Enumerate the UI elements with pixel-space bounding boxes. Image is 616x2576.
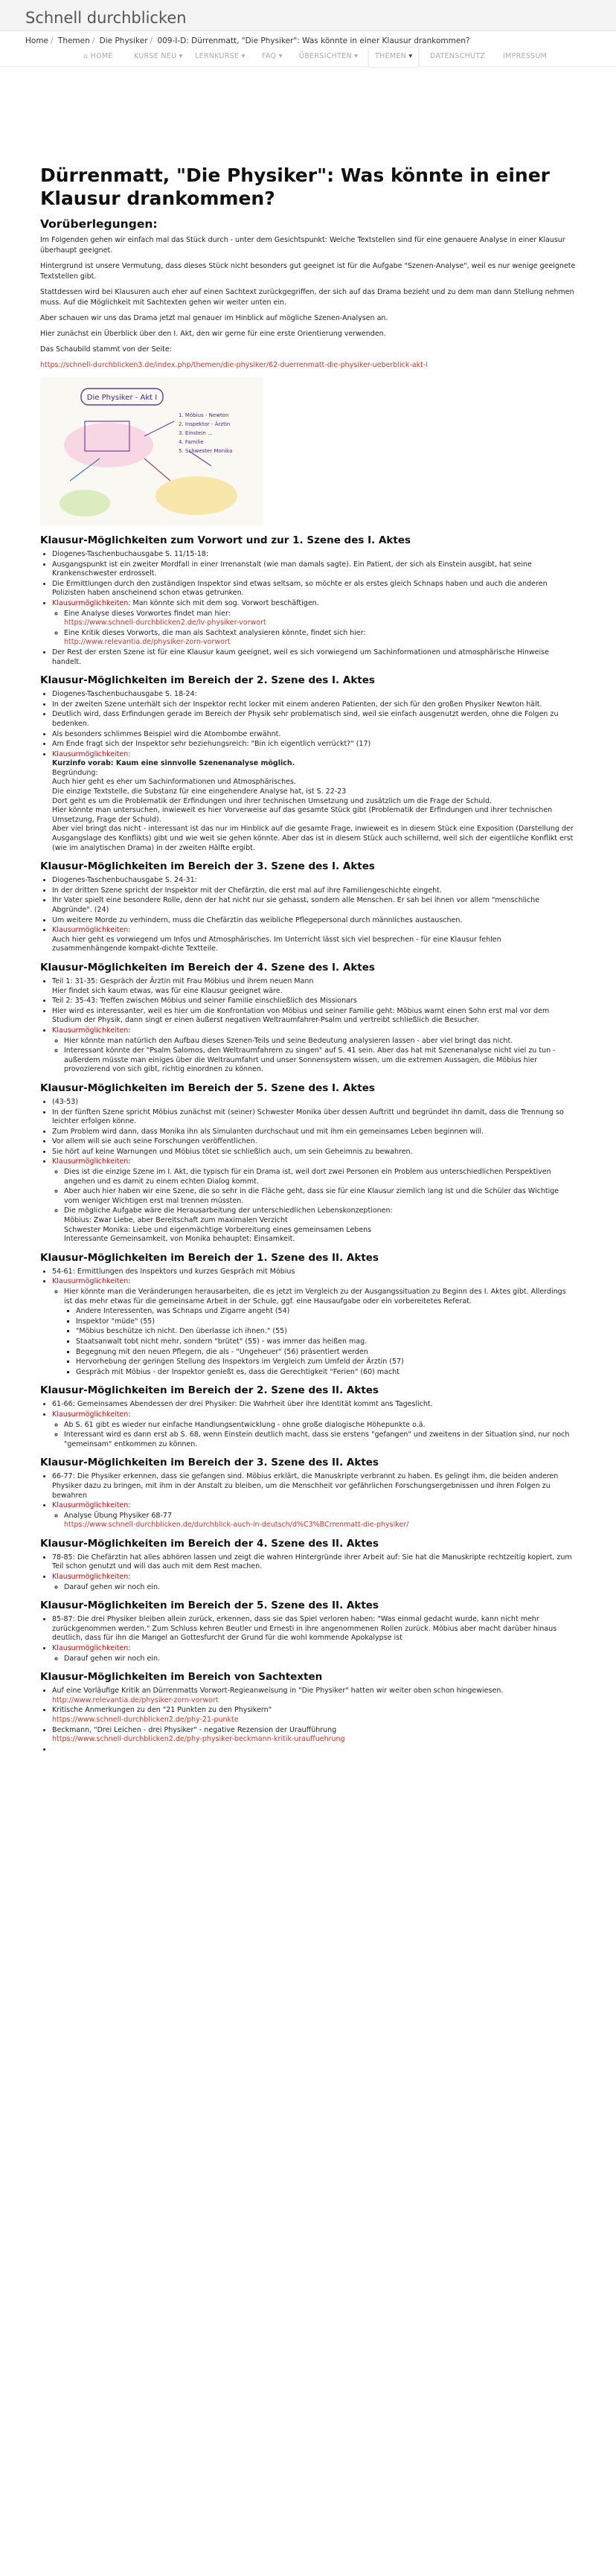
sub-item: ◦ Ab S. 61 gibt es wieder nur einfache Handlungsentwicklung - ohne große dialogische Höhepunkte o.ä. bbox=[64, 1421, 576, 1431]
section-heading: Klausur-Möglichkeiten im Bereich der 5. Szene des II. Aktes bbox=[40, 1599, 379, 1612]
intro-heading: Vorüberlegungen: bbox=[40, 217, 158, 231]
navigation-bar bbox=[0, 31, 616, 67]
nav-impressum[interactable]: IMPRESSUM bbox=[503, 52, 548, 60]
list-item: • Ihr Vater spielt eine besondere Rolle, denn der hat nicht nur sie gehasst, sondern alle Menschen. Er sah bei ihnen vor allem "menschliche Abgründe". (24) bbox=[52, 896, 576, 915]
list-item: • 66-77: Die Physiker erkennen, dass sie gefangen sind. Möbius erklärt, die Manuskripte verbrannt zu haben. Es gelingt ihm, die beiden anderen Physiker dazu zu bringen, mit ihm in der Anstalt zu bleiben, um die Menschheit vor gefährlichen Forschungsergebnissen und ihren Folgen zu bewahren bbox=[52, 1472, 576, 1500]
section-list bbox=[40, 1687, 576, 1754]
sub-item: ◦ Dies ist die einzige Szene im I. Akt, die typisch für ein Drama ist, weil dort zwei Personen ein Problem aus unterschiedlichen Perspektiven angehen und es damit zu einem echten Dialog kommt. bbox=[64, 1168, 576, 1186]
list-item: • In der dritten Szene spricht der Inspektor mit der Chefärztin, die erst mal auf ihre Familiengeschichte eingeht. bbox=[52, 886, 576, 896]
list-item: • Vor allem will sie auch seine Forschungen veröffentlichen. bbox=[52, 1137, 576, 1147]
list-item: • Diogenes-Taschenbuchausgabe S. 11/15-18: bbox=[52, 550, 576, 560]
klausur-line: Aber viel bringt das nicht - interessant ist das nur im Hinblick auf die gesamte Frage, inwieweit es in diesem Stück eine Exposition (Darstellung der Ausgangslage des Konflikts) gibt und wie weit sie gehen könnte. Aber das ist in diesem Stück auch schillernd, weil sich der eigentliche Konflikt erst (wie im analytischen Drama) in der zweiten Hälfte ergibt. bbox=[52, 825, 574, 852]
list-item bbox=[52, 1277, 576, 1377]
section-heading: Klausur-Möglichkeiten im Bereich der 2. Szene des I. Aktes bbox=[40, 674, 375, 687]
sub-list bbox=[52, 1655, 576, 1664]
external-link[interactable]: http://www.relevantia.de/physiker-zorn-vorwort bbox=[52, 1696, 219, 1704]
list-item bbox=[52, 599, 576, 648]
list-item: • Teil 2: 35-43: Treffen zwischen Möbius und seiner Familie einschließlich des Missionars bbox=[52, 997, 576, 1006]
list-item: • Zum Problem wird dann, dass Monika ihn als Simulanten durchschaut und mit ihm ein gemeinsames Leben beginnen will. bbox=[52, 1128, 576, 1137]
klausur-label: Klausurmöglichkeiten: bbox=[52, 1410, 131, 1419]
section-list bbox=[40, 1615, 576, 1663]
paragraph: Hier zunächst ein Überblick über den I. Akt, den wir gerne für eine erste Orientierung verwenden. bbox=[40, 330, 386, 338]
sub-item: ◦ Interessant könnte der "Psalm Salomos, den Weltraumfahrern zu singen" auf S. 41 sein. Aber das hat mit Szenenanalyse nicht viel zu tun - außerdem müsste man einiges über die Weltraumfahrt und unser Sonnensystem wissen, um die extremen Aussagen, die Möbius hier provozierend von sich gibt, richtig einordnen zu können. bbox=[64, 1046, 576, 1075]
sub-list bbox=[52, 1288, 576, 1377]
list-item: • Teil 1: 31-35: Gespräch der Ärztin mit Frau Möbius und ihrem neuen Mann Hier findet sich kaum etwas, was für eine Klausur geeignet wäre. bbox=[52, 977, 576, 996]
sub-item: ▪ Andere Interessenten, was Schnaps und Zigarre angeht (54) bbox=[76, 1307, 576, 1317]
external-link[interactable]: http://www.relevantia.de/physiker-zorn-vorwort bbox=[64, 638, 231, 647]
list-item bbox=[52, 1573, 576, 1592]
source-link[interactable]: https://schnell-durchblicken3.de/index.php/themen/die-physiker/62-duerrenmatt-die-physiker-ueberblick-akt-i bbox=[40, 361, 428, 369]
sub-item: ▪ Hervorhebung der geringen Stellung des Inspektors im Vergleich zum Umfeld der Ärztin (57) bbox=[76, 1358, 576, 1367]
list-item: • Diogenes-Taschenbuchausgabe S. 24-31: bbox=[52, 876, 576, 886]
section-heading: Klausur-Möglichkeiten im Bereich der 4. Szene des II. Aktes bbox=[40, 1537, 379, 1550]
klausur-line: Die einzige Textstelle, die Substanz für eine eingehendere Analyse hat, ist S. 22-23 bbox=[52, 787, 347, 796]
list-item: • In der zweiten Szene unterhält sich der Inspektor recht locker mit einem anderen Patienten, der sich für den großen Physiker Newton hält. bbox=[52, 700, 576, 710]
section-list bbox=[40, 550, 576, 667]
klausur-label: Klausurmöglichkeiten: bbox=[52, 1501, 131, 1510]
nav-uebersichten[interactable]: ÜBERSICHTEN ▾ bbox=[299, 52, 359, 60]
sub-item: ▪ "Möbius beschütze ich nicht. Den überlasse ich ihnen." (55) bbox=[76, 1327, 576, 1337]
klausur-label: Klausurmöglichkeiten: bbox=[52, 750, 131, 758]
sub-list bbox=[52, 1421, 576, 1450]
sub-item: ◦ Aber auch hier haben wir eine Szene, die so sehr in die Fläche geht, dass sie für eine Klausur ziemlich lang ist und die Schüler das Wichtige vom weniger Wichtigen erst mal trennen müssten. bbox=[64, 1187, 576, 1206]
sub-sub-list bbox=[64, 1307, 576, 1377]
list-item: • (43-53) bbox=[52, 1098, 576, 1108]
list-item bbox=[52, 1157, 576, 1244]
klausur-label: Klausurmöglichkeiten: bbox=[52, 926, 131, 935]
klausur-label: Klausurmöglichkeiten: bbox=[52, 1157, 131, 1166]
article bbox=[0, 67, 616, 1789]
nav-home[interactable]: ⌂ HOME bbox=[83, 52, 113, 60]
link-description: Kritische Anmerkungen zu den "21 Punkten zu den Physikern" bbox=[52, 1706, 272, 1715]
list-item bbox=[52, 1644, 576, 1663]
external-link[interactable]: https://www.schnell-durchblicken2.de/lv-physiker-vorwort bbox=[64, 619, 266, 627]
sub-item: ▪ Inspektor "müde" (55) bbox=[76, 1317, 576, 1327]
section-list bbox=[40, 1472, 576, 1530]
link-description: Beckmann, "Drei Leichen - drei Physiker" - negative Rezension der Uraufführung bbox=[52, 1725, 337, 1734]
klausur-label: Klausurmöglichkeiten: bbox=[52, 1277, 131, 1286]
sub-list bbox=[52, 1168, 576, 1244]
list-item bbox=[52, 1745, 576, 1755]
sub-item: ◦ Die mögliche Aufgabe wäre die Herausarbeitung der unterschiedlichen Lebenskonzeptionen: Möbius: Zwar Liebe, aber Bereitschaft zum maximalen Verzicht Schwester Monika: Liebe und eigenmächtige Vorbereitung eines gemeinsamen Lebens Interessante Gemeinsamkeit, von Monika behauptet: Einsamkeit. bbox=[64, 1206, 576, 1244]
section-list bbox=[40, 690, 576, 853]
main-nav bbox=[0, 48, 616, 67]
paragraph: Stattdessen wird bei Klausuren auch eher auf einen Sachtext zurückgegriffen, der sich auf das Drama bezieht und zu dem man dann Stellung nehmen muss. Auf die Möglichkeit mit Sachtexten gehen wir weiter unten ein. bbox=[40, 288, 574, 307]
list-item bbox=[52, 1026, 576, 1075]
list-item bbox=[52, 750, 576, 854]
section-list bbox=[40, 1098, 576, 1244]
paragraph: Hintergrund ist unsere Vermutung, dass dieses Stück nicht besonders gut geeignet ist für die Aufgabe "Szenen-Analyse", weil es nur wenige geeignete Textstellen gibt. bbox=[40, 262, 576, 281]
klausur-line: Dort geht es um die Problematik der Erfindungen und ihrer technischen Umsetzung und zusätzlich um die Frage der Schuld. bbox=[52, 796, 493, 805]
klausur-line: Begründung: bbox=[52, 768, 98, 777]
sub-item: ◦ Hier könnte man die Veränderungen herausarbeiten, die es jetzt im Vergleich zu der Ausgangssituation zu Beginn des I. Aktes gibt. Allerdings ist das mehr etwas für die gemeinsame Arbeit in der Schule, ggf. eine Hausaufgabe oder ein vorbereitetes Referat. ▪ Andere Interessenten, was Schnaps und Zigarre angeht (54) ▪ Inspektor "müde" (55) ▪ "Möbius beschütze ich nicht. Den überlasse ich ihnen." (55) ▪ Staatsanwalt tobt nicht mehr, sondern "brütet" (55) - was immer das heißen mag. ▪ Begegnung mit den neuen Pflegern, die als - "Ungeheuer" (56) präsentiert werden ▪ Hervorhebung der geringen Stellung des Inspektors im Vergleich zum Umfeld der Ärztin (57) ▪ Gespräch mit Möbius - der Inspektor genießt es, dass die Gerechtigkeit "Ferien" (60) macht bbox=[64, 1288, 576, 1377]
sub-list bbox=[52, 1583, 576, 1593]
breadcrumb-themen[interactable]: Themen bbox=[57, 36, 90, 45]
sketch-note: 5. Schwester Monika bbox=[179, 448, 233, 454]
section-list bbox=[40, 1400, 576, 1449]
sub-item: ◦ Hier könnte man natürlich den Aufbau dieses Szenen-Teils und seine Bedeutung analysieren lassen - aber viel bringt das nicht. bbox=[64, 1037, 576, 1046]
paragraph: Im Folgenden gehen wir einfach mal das Stück durch - unter dem Gesichtspunkt: Welche Textstellen sind für eine genauere Analyse in einer Klausur überhaupt geeignet. bbox=[40, 236, 565, 255]
sub-item: ▪ Gespräch mit Möbius - der Inspektor genießt es, dass die Gerechtigkeit "Ferien" (60) macht bbox=[76, 1368, 576, 1378]
list-item: • 54-61: Ermittlungen des Inspektors und kurzes Gespräch mit Möbius bbox=[52, 1268, 576, 1277]
section-list bbox=[40, 977, 576, 1075]
section-heading: Klausur-Möglichkeiten zum Vorwort und zur 1. Szene des I. Aktes bbox=[40, 534, 411, 546]
breadcrumb-physiker[interactable]: Die Physiker bbox=[99, 36, 148, 45]
sketch-note: 3. Einstein ... bbox=[179, 430, 213, 436]
section-heading: Klausur-Möglichkeiten im Bereich der 2. Szene des II. Aktes bbox=[40, 1384, 379, 1397]
list-item: • Hier wird es interessanter, weil es hier um die Konfrontation von Möbius und seiner Familie geht: Möbius warnt einen Sohn erst mal vor dem Studium der Physik, dann singt er einen äußerst negativen Weltraumfahrer-Psalm und vertreibt schließlich die Besucher. bbox=[52, 1007, 576, 1026]
list-item: • 85-87: Die drei Physiker bleiben allein zurück, erkennen, dass sie das Spiel verloren haben: "Was einmal gedacht wurde, kann nicht mehr zurückgenommen werden." Zum Schluss kehren Beutler und Ernesti in ihre angenommenen Rollen zurück. Möbius aber macht darüber hinaus deutlich, dass für ihn die Mangel an Gottesfurcht der Grund für die wohl kommende Apokalypse ist bbox=[52, 1615, 576, 1643]
list-item bbox=[52, 1501, 576, 1530]
list-item: • In der fünften Szene spricht Möbius zunächst mit (seiner) Schwester Monika über dessen Auftritt und begründet ihn damit, dass die Trennung so leichter erfolgen könne. bbox=[52, 1108, 576, 1127]
section-heading: Klausur-Möglichkeiten im Bereich der 3. Szene des I. Aktes bbox=[40, 860, 375, 873]
sub-item: ◦ Eine Analyse dieses Vorwortes findet man hier: https://www.schnell-durchblicken2.de/lv-physiker-vorwort bbox=[64, 610, 576, 628]
paragraph: Aber schauen wir uns das Drama jetzt mal genauer im Hinblick auf mögliche Szenen-Analysen an. bbox=[40, 314, 388, 322]
sub-list bbox=[52, 610, 576, 648]
paragraph: Das Schaubild stammt von der Seite: bbox=[40, 345, 172, 354]
klausur-line: Auch hier geht es vorwiegend um Infos und Atmosphärisches. Im Unterricht lässt sich viel besprechen - für eine Klausur fehlen zusammenhängende kompakt-dichte Textteile. bbox=[52, 935, 501, 953]
sub-item: ◦ Analyse Übung Physiker 68-77 https://www.schnell-durchblicken.de/durchblick-auch-in-deutsch/d%C3%BCrrenmatt-die-physiker/ bbox=[64, 1512, 576, 1530]
breadcrumb-home[interactable]: Home bbox=[25, 36, 49, 45]
section-heading: Klausur-Möglichkeiten im Bereich von Sachtexten bbox=[40, 1671, 323, 1684]
breadcrumb-current: 009-I-D: Dürrenmatt, "Die Physiker": Was könnte in einer Klausur drankommen? bbox=[157, 36, 470, 45]
klausur-label: Klausurmöglichkeiten: bbox=[52, 1573, 131, 1582]
sub-list bbox=[52, 1512, 576, 1530]
list-item: • Diogenes-Taschenbuchausgabe S. 18-24: bbox=[52, 690, 576, 700]
section-heading: Klausur-Möglichkeiten im Bereich der 5. Szene des I. Aktes bbox=[40, 1081, 375, 1094]
list-item bbox=[52, 1410, 576, 1449]
sub-item: ◦ Eine Kritik dieses Vorworts, die man als Sachtext analysieren könnte, findet sich hier: http://www.relevantia.de/physiker-zorn-vorwort bbox=[64, 629, 576, 648]
external-link[interactable]: https://www.schnell-durchblicken2.de/phy-physiker-beckmann-kritik-urauffuehrung bbox=[52, 1735, 345, 1744]
sketch-note: 2. Inspektor - Ärztin bbox=[179, 421, 231, 427]
nav-lernkurse[interactable]: LERNKURSE ▾ bbox=[195, 52, 246, 60]
sub-item: ▪ Staatsanwalt tobt nicht mehr, sondern "brütet" (55) - was immer das heißen mag. bbox=[76, 1337, 576, 1347]
sketch-note: 4. Familie bbox=[179, 439, 204, 445]
section-list bbox=[40, 876, 576, 954]
site-title[interactable]: Schnell durchblicken bbox=[25, 9, 187, 27]
list-item: • Ausgangspunkt ist ein zweiter Mordfall in einer Irrenanstalt (wie man damals sagte). Ein Patient, der sich als Einstein ausgibt, hat seine Krankenschwester erdrosselt. bbox=[52, 560, 576, 579]
sub-list bbox=[52, 1037, 576, 1075]
list-item bbox=[52, 1726, 576, 1745]
external-link[interactable]: https://www.schnell-durchblicken2.de/phy-21-punkte bbox=[52, 1716, 239, 1724]
act-overview-sketch bbox=[40, 377, 263, 525]
sections-container bbox=[40, 534, 576, 1754]
sketch-title: Die Physiker - Akt I bbox=[86, 394, 158, 402]
list-item bbox=[52, 1706, 576, 1725]
nav-datenschutz[interactable]: DATENSCHUTZ bbox=[430, 52, 486, 60]
nav-faq[interactable]: FAQ ▾ bbox=[262, 52, 283, 60]
sub-item: ◦ Darauf gehen wir noch ein. bbox=[64, 1583, 576, 1593]
klausur-line: Auch hier geht es eher um Sachinformationen und Atmosphärisches. bbox=[52, 778, 297, 787]
nav-kurse[interactable]: KURSE NEU ▾ bbox=[134, 52, 183, 60]
sub-item: ◦ Interessant wird es dann erst ab S. 68, wenn Einstein deutlich macht, dass sie erstens "gefangen" und zweitens in der Situation sind, nur noch "gemeinsam" entkommen zu können. bbox=[64, 1431, 576, 1449]
list-item: • 61-66: Gemeinsames Abendessen der drei Physiker: Die Wahrheit über ihre Identität kommt ans Tageslicht. bbox=[52, 1400, 576, 1410]
klausur-label: Klausurmöglichkeiten: bbox=[52, 1026, 131, 1035]
list-item: • 78-85: Die Chefärztin hat alles abhören lassen und zeigt die wahren Hintergründe ihrer Arbeit auf: Sie hat die Manuskripte rechtzeitig kopiert, zum Teil schon genutzt und will das auch mit dem Rest machen. bbox=[52, 1553, 576, 1572]
list-item: • Um weitere Morde zu verhindern, muss die Chefärztin das weibliche Pflegepersonal durch männliches austauschen. bbox=[52, 916, 576, 926]
link-description: Auf eine Vorläufige Kritik an Dürrenmatts Vorwort-Regieanweisung in "Die Physiker" hatten wir weiter oben schon hingewiesen. bbox=[52, 1687, 504, 1696]
site-header bbox=[0, 0, 616, 31]
sub-item: ▪ Begegnung mit den neuen Pflegern, die als - "Ungeheuer" (56) präsentiert werden bbox=[76, 1348, 576, 1358]
list-item: • Der Rest der ersten Szene ist für eine Klausur kaum geeignet, weil es sich vorwiegend um Sachinformationen und atmosphärische Hinweise handelt. bbox=[52, 648, 576, 667]
nav-themen[interactable]: THEMEN ▾ bbox=[369, 48, 418, 67]
klausur-label: Klausurmöglichkeiten: bbox=[52, 598, 131, 607]
list-item bbox=[52, 926, 576, 954]
list-item: • Deutlich wird, dass Erfindungen gerade im Bereich der Physik sehr problematisch sind, weil sie einfach ausgenutzt werden, ohne die Folgen zu bedenken. bbox=[52, 710, 576, 729]
klausur-text: Man könnte sich mit dem sog. Vorwort beschäftigen. bbox=[132, 598, 319, 607]
list-item: • Als besonders schlimmes Beispiel wird die Atombombe erwähnt. bbox=[52, 730, 576, 740]
list-item bbox=[52, 1687, 576, 1705]
page-title: Dürrenmatt, "Die Physiker": Was könnte in einer Klausur drankommen? bbox=[40, 164, 550, 209]
section-list bbox=[40, 1553, 576, 1592]
section-heading: Klausur-Möglichkeiten im Bereich der 1. Szene des II. Aktes bbox=[40, 1251, 379, 1264]
sub-item: ◦ Darauf gehen wir noch ein. bbox=[64, 1655, 576, 1664]
section-heading: Klausur-Möglichkeiten im Bereich der 4. Szene des I. Aktes bbox=[40, 961, 375, 974]
list-item: • Sie hört auf keine Warnungen und Möbius tötet sie schließlich auch, um sein Geheimnis zu bewahren. bbox=[52, 1148, 576, 1157]
list-item: • Die Ermittlungen durch den zuständigen Inspektor sind etwas seltsam, so möchte er als erstes gleich Schnaps haben und auch die anderen Polizisten haben anscheinend schon etwas getrunken. bbox=[52, 580, 576, 598]
breadcrumb: Home / Themen / Die Physiker / 009-I-D: Dürrenmatt, "Die Physiker": Was könnte in einer Klausur drankommen? bbox=[25, 36, 470, 45]
klausur-summary: Kurzinfo vorab: Kaum eine sinnvolle Szenenanalyse möglich. bbox=[52, 759, 295, 768]
external-link[interactable]: https://www.schnell-durchblicken.de/durchblick-auch-in-deutsch/d%C3%BCrrenmatt-die-physiker/ bbox=[64, 1521, 409, 1530]
section-list bbox=[40, 1268, 576, 1378]
sketch-note: 1. Möbius - Newton bbox=[179, 412, 229, 418]
section-heading: Klausur-Möglichkeiten im Bereich der 3. Szene des II. Aktes bbox=[40, 1457, 379, 1469]
klausur-label: Klausurmöglichkeiten: bbox=[52, 1644, 131, 1653]
list-item: • Am Ende fragt sich der Inspektor sehr beziehungsreich: "Bin ich eigentlich verrückt?" (17) bbox=[52, 740, 576, 750]
klausur-line: Hier könnte man untersuchen, inwieweit es hier Vorverweise auf das gesamte Stück gibt (Problematik der Erfindungen und ihrer technischen Umsetzung, Frage der Schuld). bbox=[52, 806, 553, 824]
